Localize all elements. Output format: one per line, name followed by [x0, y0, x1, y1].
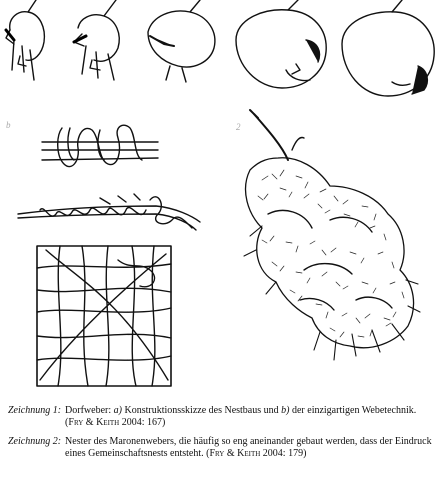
nest-stage-4 — [236, 0, 326, 88]
caption-text — [65, 436, 432, 461]
woven-mesh — [37, 246, 171, 386]
captions — [8, 405, 432, 467]
nest-texture — [258, 170, 404, 337]
nest-stage-1 — [6, 0, 44, 80]
weave-strand — [18, 194, 200, 230]
label-figure-2: 2 — [236, 122, 241, 132]
caption-part-a: a) — [113, 405, 122, 416]
caption-1 — [8, 405, 432, 430]
caption-authors: Fry & Keith — [209, 448, 261, 460]
caption-citation: 2004: 167) — [119, 417, 166, 429]
caption-part-b: b) — [281, 405, 290, 416]
caption-label: Zeichnung 2: — [8, 435, 62, 447]
caption-text-part: Nester des Maronenwebers, die häufig so eng aneinander gebaut werden, dass der Eindruck eines Gemeinschaftsnests entsteht. ( — [65, 435, 432, 460]
caption-label: Zeichnung 1: — [8, 405, 62, 416]
nest-stage-2 — [74, 0, 119, 80]
weave-knot — [42, 125, 158, 166]
nest-stage-3 — [148, 0, 215, 82]
nest-cluster — [244, 110, 420, 360]
caption-text — [65, 405, 432, 430]
caption-text-part: der einzigartigen Webetechnik. ( — [65, 405, 417, 429]
caption-text-part: Dorfweber: — [65, 405, 114, 416]
caption-authors: Fry & Keith — [68, 417, 120, 429]
label-part-b: b — [6, 120, 11, 130]
nest-stage-5 — [342, 0, 434, 96]
caption-citation: 2004: 179) — [260, 448, 307, 460]
caption-text-part: Konstruktionsskizze des Nestbaus und — [121, 405, 282, 416]
caption-2 — [8, 436, 432, 461]
